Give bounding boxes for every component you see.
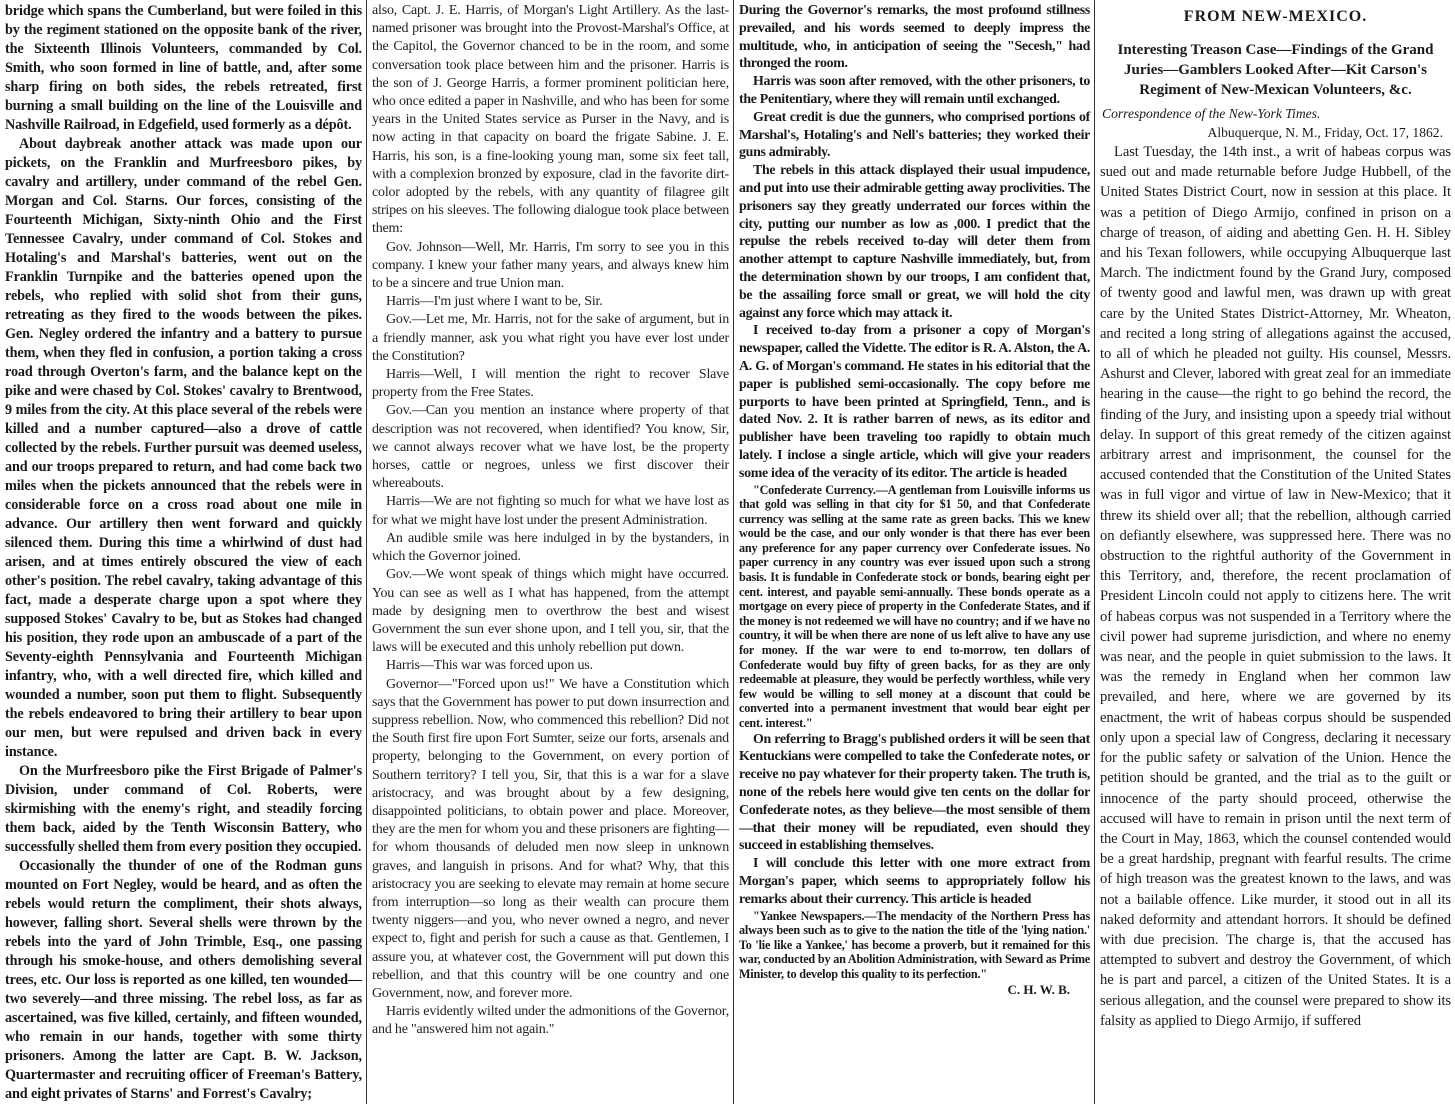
quoted-article: "Confederate Currency.—A gentleman from Louisville informs us that gold was selling in that city for $1 50, and that Confederate currency was selling at the same rate as green backs. This we knew would be the case, and our only wonder is that there has ever been any preference for any paper currency over Confederate issues. No paper currency in any country was ever issued upon such a strong basis. It is fundable in Confederate stock or bonds, bearing eight per cent. interest, and payable semi-annually. These bonds operate as a mortgage on every piece of property in the Confederate States, and if the money is not redeemed we will have no country; and if we have no country, it will be when there are none of us left alive to have any use for money. If the war were to end to-morrow, ten dollars of Confederate would buy fifty of green backs, for as they are only redeemable at pleasure, they would be perfectly worthless, while very few would be willing to sell money at a discount that could be converted into a permanent investment that would bear eight per cent. interest." xyxy=(739,482,1090,731)
paragraph: Harris—I'm just where I want to be, Sir. xyxy=(386,294,603,310)
paragraph: Gov.—Let me, Mr. Harris, not for the sake of argument, but in a friendly manner, ask you what right you have ever lost under the Constitution? xyxy=(372,312,729,364)
paragraph: An audible smile was here indulged in by the bystanders, in which the Governor joined. xyxy=(372,530,729,565)
paragraph: The rebels in this attack displayed their usual impudence, and put into use their admirable getting away proclivities. The prisoners say they greatly underrated our forces within the city, putting our number as low as ,000. I predict that the repulse the rebels received to-day will deter them from another attempt to capture Nashville immediately, but, from the determination shown by our troops, I am confident that, be the assailing force small or great, we will hold the city against any force which may attack it. xyxy=(739,163,1090,321)
paragraph: Harris—We are not fighting so much for what we have lost as for what we might have lost under the present Administration. xyxy=(372,494,729,528)
paragraph: Gov.—We wont speak of things which might have occurred. You can see as well as I what has happened, from the attempt made by designing men to overthrow the best and wisest Government the sun ever shone upon, and I tell you, sir, that the laws will be executed and this unholy rebellion put down. xyxy=(372,567,729,656)
paragraph: bridge which spans the Cumberland, but were foiled in this by the regiment stationed on the opposite bank of the river, the Sixteenth Illinois Volunteers, commanded by Col. Smith, who soon formed in line of battle, and, after some sharp firing on both sides, the rebels retreated, first burning a small building on the line of the Louisville and Nashville Railroad, in Edgefield, used formerly as a dépôt. xyxy=(5,3,362,133)
paragraph: Occasionally the thunder of one of the Rodman guns mounted on Fort Negley, would be heard, and as often the rebels would return the compliment, their shots always, however, falling short. Several shells were thrown by the rebels into the yard of John Trimble, Esq., one passing through his smoke-house, and others demolishing several trees, etc. Our loss is reported as one killed, ten wounded—two severely—and three missing. The rebel loss, as far as ascertained, was five killed, certainly, and fifteen wounded, who remain in our hands, together with some thirty prisoners. Among the latter are Capt. B. W. Jackson, Quartermaster and recruiting officer of Freeman's Battery, and eight privates of Starns' and Forrest's Cavalry; xyxy=(5,858,362,1102)
paragraph: Great credit is due the gunners, who comprised portions of Marshal's, Hotaling's and Nell's batteries; they worked their guns admirably. xyxy=(739,109,1090,161)
correspondence-credit: Correspondence of the New-York Times. xyxy=(1102,106,1321,121)
paragraph: Harris—Well, I will mention the right to recover Slave property from the Free States. xyxy=(372,367,729,401)
dateline: Albuquerque, N. M., Friday, Oct. 17, 1862. xyxy=(1207,125,1443,140)
quoted-article: "Yankee Newspapers.—The mendacity of the Northern Press has always been such as to give to the nation the title of the 'lying nation.' To 'lie like a Yankee,' has become a proverb, but it remained for this war, conducted by an Abolition Administration, with Seward as Prime Minister, to develop this quality to its perfection." xyxy=(739,908,1090,981)
paragraph: On the Murfreesboro pike the First Brigade of Palmer's Division, under command of Col. Roberts, were skirmishing with the enemy's right, and steadily forcing them back, aided by the Tenth Wisconsin Battery, who successfully shelled them from every position they occupied. xyxy=(5,763,362,855)
column-2 xyxy=(367,0,733,1104)
paragraph: I received to-day from a prisoner a copy of Morgan's newspaper, called the Vidette. The editor is R. A. Alston, the A. A. G. of Morgan's command. He states in his editorial that the paper is published semi-occasionally. The copy before me purports to have been printed at Springfield, Tenn., and is dated Nov. 2. It is rather barren of news, as its editor and publisher have been traveling too rapidly to obtain much lately. I inclose a single article, which will give your readers some idea of the veracity of its editor. The article is headed xyxy=(739,323,1090,481)
paragraph: Harris evidently wilted under the admonitions of the Governor, and he "answered him not again." xyxy=(372,1004,729,1038)
signature: C. H. W. B. xyxy=(1007,981,1070,997)
paragraph: About daybreak another attack was made upon our pickets, on the Franklin and Murfreesboro pikes, by cavalry and artillery, under command of the rebel Gen. Morgan and Col. Starns. Our forces, consisting of the Fourteenth Michigan, Sixty-ninth Ohio and the First Tennessee Cavalry, under command of Col. Stokes and Hotaling's and Marshal's batteries, went out on the Franklin Turnpike and the batteries opened upon the rebels, who replied with solid shot from their guns, retreating as they fired to the woods between the pikes. Gen. Negley ordered the infantry and a battery to pursue them, when they fled in confusion, a portion taking a cross road through Overton's farm, and the balance kept on the pike and were chased by Col. Stokes' cavalry to Brentwood, 9 miles from the city. At this place several of the rebels were killed and a number captured—also a drove of cattle collected by the rebels. Further pursuit was deemed useless, and our troops prepared to return, and had come back two miles when the pickets announced that the rebels were in considerable force on a cross road about one mile in advance. Our artillery then went forward and quickly silenced them. During this time a whirlwind of dust had arisen, and at times entirely obscured the view of each other's position. The rebel cavalry, taking advantage of this fact, made a desperate charge upon a spot where they supposed Stokes' Cavalry to be, but as Stokes had changed his position, they rode upon an ambuscade of a part of the Seventy-eighth Pennsylvania and Fourteenth Michigan infantry, who, with a well directed fire, which killed and wounded a number, soon put them to flight. Subsequently the rebels endeavored to bring their artillery to bear upon our men, but were repulsed and driven back in every instance. xyxy=(5,136,362,760)
paragraph: also, Capt. J. E. Harris, of Morgan's Light Artillery. As the last-named prisoner was brought into the Provost-Marshal's Office, at the Capitol, the Governor chanced to be in the room, and some conversation took place between him and the prisoner. Harris is the son of J. George Harris, a former prominent politician here, who once edited a paper in Nashville, and who has been for some years in the United States service as Purser in the Navy, and is now acting in that capacity on board the frigate Sabine. J. E. Harris, his son, is a fine-looking young man, some six feet tall, with a complexion bronzed by exposure, clad in the favorite dirt-color adopted by the rebels, with any quantity of filagree gilt stripes on his sleeves. The following dialogue took place between them: xyxy=(372,3,729,237)
subheadline: Interesting Treason Case—Findings of the Grand Juries—Gamblers Looked After—Kit Carson's Regiment of New-Mexican Volunteers, &c. xyxy=(1117,42,1434,98)
paragraph: I will conclude this letter with one more extract from Morgan's paper, which seems to appropriately follow his remarks about their currency. This article is headed xyxy=(739,856,1090,907)
headline: FROM NEW-MEXICO. xyxy=(1183,8,1368,25)
column-3 xyxy=(734,0,1094,1104)
paragraph: Harris was soon after removed, with the other prisoners, to the Penitentiary, where they will remain until exchanged. xyxy=(739,74,1090,107)
paragraph: Last Tuesday, the 14th inst., a writ of habeas corpus was sued out and made returnable before Judge Hubbell, of the United States District Court, now in session at this place. It was a petition of Diego Armijo, confined in prison on a charge of treason, of aiding and abetting Gen. H. H. Sibley and his Texan followers, while occupying Albuquerque last March. The indictment found by the Grand Jury, composed of twenty good and lawful men, was drawn up with great care by the United States District-Attorney, Mr. Wheaton, and recited a long string of allegations against the accused, to all of which he pleaded not guilty. His counsel, Messrs. Ashurst and Clever, labored with great zeal for an immediate hearing in the cause—the right to go behind the record, the finding of the Jury, and insisting upon a speedy trial without delay. In support of this great remedy of the citizen against arbitrary arrest and imprisonment, the counsel for the accused contended that the Constitution of the United States was in full vigor and virtue of law in New-Mexico; that it threw its shield over all; that the rebellion, although carried on defiantly elsewhere, was suppressed here. There was no obstruction to the rightful authority of the Government in this Territory, and, therefore, the recent proclamation of President Lincoln could not apply to citizens here. The writ of habeas corpus was not suspended in a Territory where the civil power had supreme jurisdiction, and where no enemy was near, and the people in quiet submission to the laws. It was the remedy in England when her common law prevailed, and here, where we are governed by its enactment, the writ of habeas corpus should be suspended only upon a special law of Congress, declaring it necessary for the public safety or salvation of the Union. Hence the petition should be granted, and the trial as to the guilt or innocence of the party should proceed, otherwise the accused will have to remain in prison until the next term of the Court in May, 1863, which the counsel contended would be a great hardship, pregnant with fearful results. The crime of high treason was the greatest known to the laws, and was not a bailable offence. Like murder, it stood out in all its naked deformity and attendant horrors. It should be defined with due precision. The charge is, that the accused has attempted to subvert and destroy the Government, of which he is part and parcel, a citizen of the United States. It is a serious allegation, and the counsel were prepared to show its falsity as applied to Diego Armijo, if suffered xyxy=(1100,144,1451,1029)
paragraph: Gov. Johnson—Well, Mr. Harris, I'm sorry to see you in this company. I knew your father many years, and always knew him to be a sincere and true Union man. xyxy=(372,239,729,292)
paragraph: During the Governor's remarks, the most profound stillness prevailed, and his words seemed to deeply impress the multitude, who, in anticipation of seeing the "Secesh," had thronged the room. xyxy=(739,3,1090,72)
paragraph: Harris—This war was forced upon us. xyxy=(386,658,593,674)
column-1 xyxy=(0,0,366,1104)
paragraph: On referring to Bragg's published orders it will be seen that Kentuckians were compelled to take the Confederate notes, or receive no pay whatever for their property taken. The truth is, none of the rebels here would give ten cents on the dollar for Confederate notes, as they believe—the most sensible of them—that their money will be repudiated, even should they succeed in establishing themselves. xyxy=(739,731,1090,854)
paragraph: Governor—"Forced upon us!" We have a Constitution which says that the Government has power to put down insurrection and suppress rebellion. Now, who commenced this rebellion? Did not the South first fire upon Fort Sumter, seize our forts, arsenals and property, belonging to the Government, on every portion of Southern territory? I tell you, Sir, that this is a war for a slave aristocracy, and was brought about by a few designing, disappointed politicians, to obtain power and place. Moreover, they are the men for whom you and these prisoners are fighting—for whom thousands of deluded men now sleep in unknown graves, and languish in prisons. And for what? Why, that this aristocracy you are seeking to elevate may remain at home secure from interruption—so long as their wealth can procure them twenty niggers—and you, who never owned a negro, and never expect to, fight and perish for such a cause as that. Gentlemen, I assure you, at whatever cost, the Government will put down this rebellion, and that this country will be one country and one Government, now, and forever more. xyxy=(372,676,729,1001)
paragraph: Gov.—Can you mention an instance where property of that description was not recovered, when identified? You know, Sir, we cannot always recover what we have lost, be the property horses, cattle or negroes, unless we first discover their whereabouts. xyxy=(372,403,729,492)
column-4 xyxy=(1095,0,1455,1104)
